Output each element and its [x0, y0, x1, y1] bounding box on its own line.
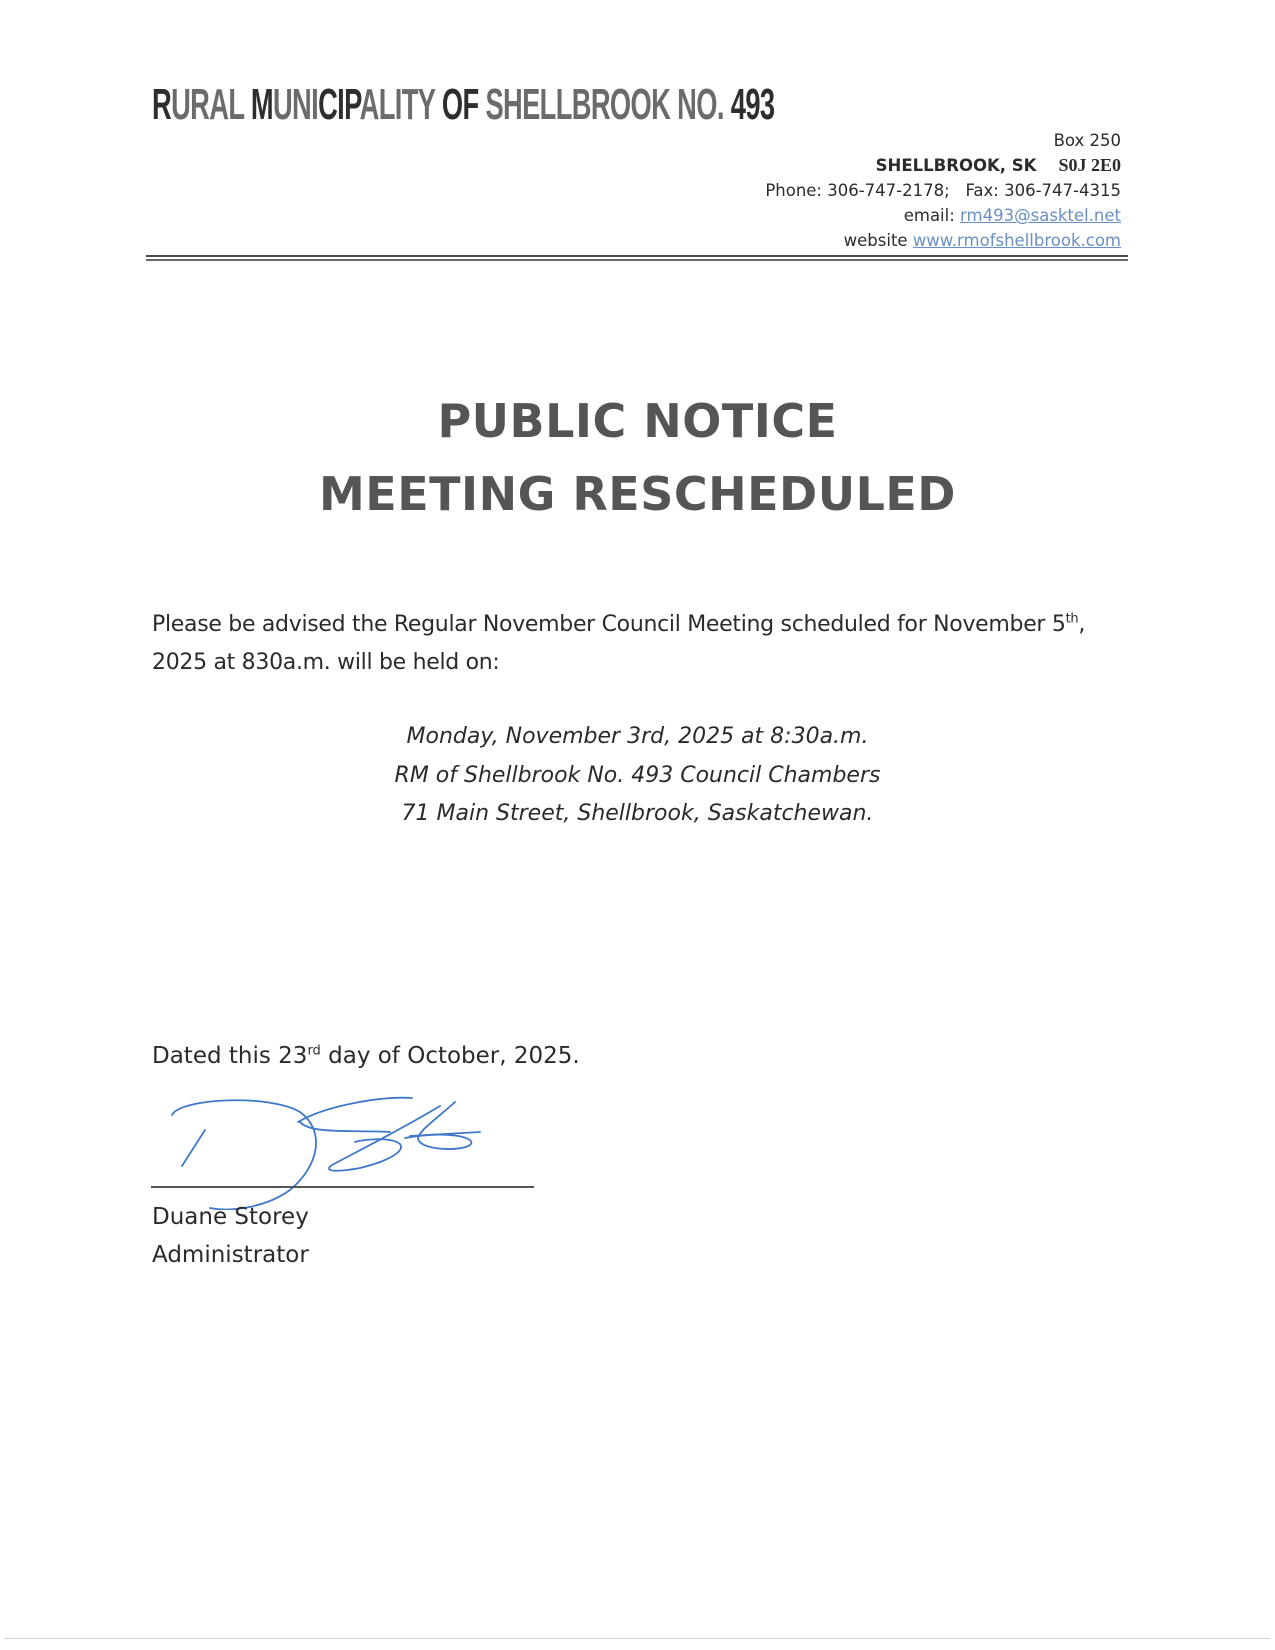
signature-stroke	[298, 1098, 412, 1122]
header-divider-bottom	[146, 259, 1128, 261]
title-segment: ALITY	[359, 80, 442, 129]
signer-block	[152, 1198, 309, 1274]
dated-ordinal: rd	[307, 1043, 321, 1059]
title-segment: M	[250, 80, 273, 129]
dated-text-end: day of October, 2025.	[320, 1043, 580, 1069]
website-label: website	[843, 231, 908, 250]
phone-fax-line	[701, 178, 1121, 203]
box-line	[701, 128, 1121, 153]
header-divider-top	[146, 255, 1128, 257]
meeting-address: 71 Main Street, Shellbrook, Saskatchewan.	[401, 801, 874, 826]
signer-title: Administrator	[152, 1242, 309, 1268]
title-segment: CIP	[318, 80, 360, 129]
phone-number: 306-747-2178;	[827, 181, 950, 200]
meeting-date: Monday, November 3rd, 2025 at 8:30a.m.	[406, 724, 869, 749]
fax-label: Fax:	[965, 181, 999, 200]
box-number: Box 250	[1053, 131, 1121, 150]
notice-subheading: MEETING RESCHEDULED	[319, 467, 956, 521]
signer-name: Duane Storey	[152, 1204, 309, 1230]
signature-stroke	[329, 1106, 440, 1171]
signature-stroke	[182, 1130, 205, 1166]
fax-number: 306-747-4315	[1004, 181, 1121, 200]
notice-heading: PUBLIC NOTICE	[437, 394, 838, 448]
page-bottom-edge	[4, 1638, 1270, 1639]
city: SHELLBROOK, SK	[875, 156, 1037, 175]
title-segment: OF	[441, 80, 486, 129]
dated-text: Dated this 23	[152, 1043, 308, 1069]
title-segment: 493	[730, 80, 775, 129]
title-segment: URAL	[171, 80, 251, 129]
signature-stroke	[172, 1100, 316, 1209]
website-link[interactable]: www.rmofshellbrook.com	[912, 231, 1121, 250]
meeting-venue: RM of Shellbrook No. 493 Council Chambers	[394, 762, 881, 788]
dated-line	[152, 1041, 580, 1071]
meeting-details	[0, 718, 1275, 834]
ordinal-suffix: th	[1065, 611, 1079, 627]
title-segment: SHELLBROOK NO.	[485, 80, 731, 129]
phone-label: Phone:	[765, 181, 822, 200]
signature-stroke	[405, 1102, 471, 1149]
email-label: email:	[903, 206, 955, 225]
paragraph-text: Please be advised the Regular November Council Meeting scheduled for November 5	[152, 612, 1066, 637]
handwritten-signature	[150, 1090, 530, 1210]
notice-paragraph	[152, 606, 1132, 682]
title-segment: R	[152, 80, 172, 129]
signature-line	[151, 1186, 534, 1188]
title-segment: UNI	[272, 80, 319, 129]
letterhead-title	[152, 82, 774, 128]
paragraph-text-end: , 2025 at 830a.m. will be held on:	[152, 612, 1086, 675]
website-line	[701, 228, 1121, 253]
email-line	[701, 203, 1121, 228]
city-line	[701, 153, 1121, 178]
postal-code: S0J 2E0	[1058, 155, 1121, 175]
email-link[interactable]: rm493@sasktel.net	[960, 206, 1121, 225]
contact-block	[701, 128, 1121, 253]
